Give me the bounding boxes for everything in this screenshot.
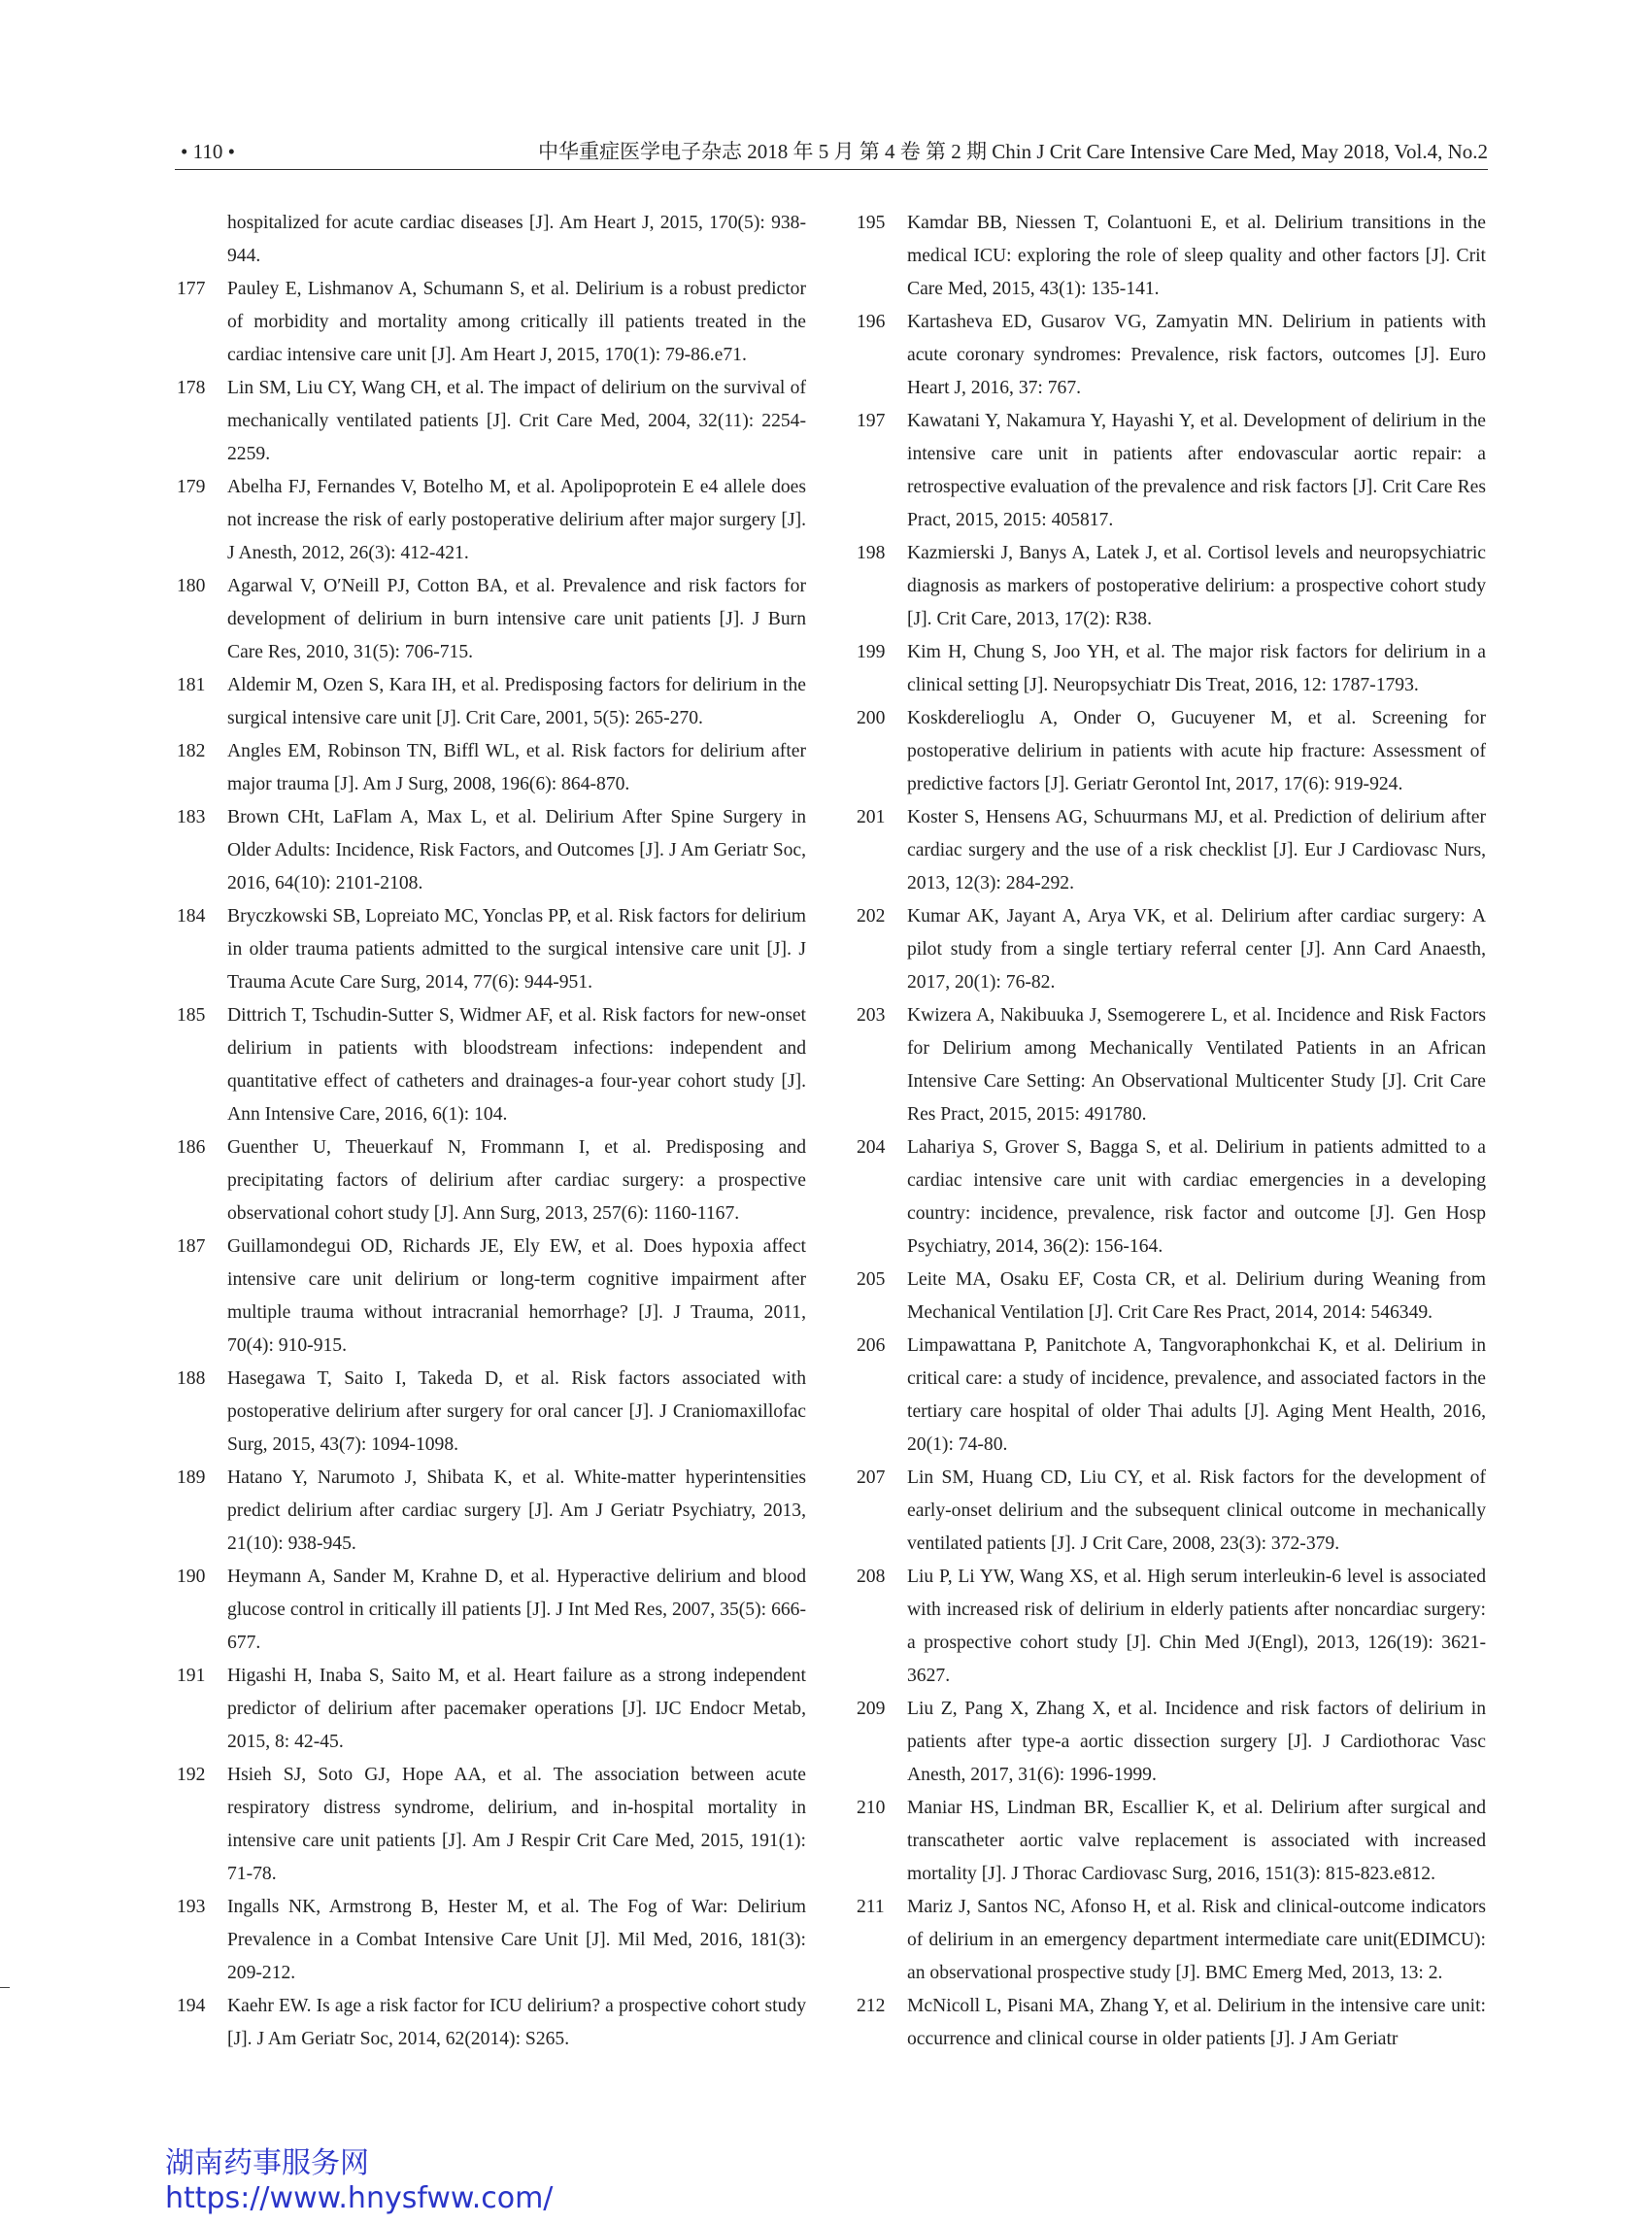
reference-number: 190 [177, 1567, 206, 1587]
reference-number: 191 [177, 1666, 206, 1686]
reference-number: 186 [177, 1137, 206, 1158]
reference-item [855, 1330, 1486, 1462]
reference-number: 194 [177, 1996, 206, 2016]
reference-item [175, 1891, 806, 1990]
reference-item [175, 1131, 806, 1230]
reference-number: 202 [857, 906, 886, 927]
reference-column-right [855, 207, 1486, 2056]
reference-text: Kaehr EW. Is age a risk factor for ICU delirium? a prospective cohort study [J]. J Am Geriatr Soc, 2014, 62(2014): S265. [227, 1996, 806, 2049]
site-url[interactable]: https://www.hnysfww.com/ [165, 2181, 554, 2215]
reference-text: Bryczkowski SB, Lopreiato MC, Yonclas PP, et al. Risk factors for delirium in older trauma patients admitted to the surgical intensive care unit [J]. J Trauma Acute Care Surg, 2014, 77(6): 944-951. [227, 906, 806, 993]
reference-text: Dittrich T, Tschudin-Sutter S, Widmer AF, et al. Risk factors for new-onset delirium in patients with bloodstream infections: independent and quantitative effect of catheters and drainages-a four-year cohort study [J]. Ann Intensive Care, 2016, 6(1): 104. [227, 1005, 806, 1125]
reference-number [175, 207, 227, 273]
reference-item [855, 702, 1486, 801]
reference-text: Angles EM, Robinson TN, Biffl WL, et al. Risk factors for delirium after major trauma [J]. Am J Surg, 2008, 196(6): 864-870. [227, 741, 806, 794]
reference-item [175, 801, 806, 900]
reference-number: 188 [177, 1368, 206, 1389]
reference-number: 196 [857, 312, 886, 332]
reference-number: 209 [857, 1699, 886, 1719]
reference-number: 195 [857, 213, 886, 233]
reference-item [855, 1693, 1486, 1792]
reference-number: 199 [857, 642, 886, 662]
reference-text: Limpawattana P, Panitchote A, Tangvoraphonkchai K, et al. Delirium in critical care: a study of incidence, prevalence, and associated factors in the tertiary care hospital of older Thai adults [J]. Aging Ment Health, 2016, 20(1): 74-80. [907, 1335, 1486, 1455]
reference-number: 193 [177, 1897, 206, 1917]
reference-text: Leite MA, Osaku EF, Costa CR, et al. Delirium during Weaning from Mechanical Ventilation [J]. Crit Care Res Pract, 2014, 2014: 546349. [907, 1269, 1486, 1323]
reference-item [855, 999, 1486, 1131]
reference-number: 185 [177, 1005, 206, 1026]
reference-item [855, 1792, 1486, 1891]
reference-item [175, 999, 806, 1131]
reference-number: 206 [857, 1335, 886, 1356]
reference-number: 201 [857, 807, 886, 827]
reference-item [175, 1462, 806, 1561]
reference-item [175, 1561, 806, 1660]
reference-text: Guillamondegui OD, Richards JE, Ely EW, et al. Does hypoxia affect intensive care unit delirium or long-term cognitive impairment after multiple trauma without intracranial hemorrhage? [J]. J Trauma, 2011, 70(4): 910-915. [227, 1236, 806, 1356]
reference-text: hospitalized for acute cardiac diseases [J]. Am Heart J, 2015, 170(5): 938-944. [227, 213, 806, 266]
reference-number: 179 [177, 477, 206, 497]
journal-title: 中华重症医学电子杂志 2018 年 5 月 第 4 卷 第 2 期 Chin J Crit Care Intensive Care Med, May 2018, Vol.4, No.2 [537, 140, 1488, 163]
reference-text: Mariz J, Santos NC, Afonso H, et al. Risk and clinical-outcome indicators of delirium in an emergency department intermediate care unit(EDIMCU): an observational prospective study [J]. BMC Emerg Med, 2013, 13: 2. [907, 1897, 1486, 1983]
reference-number: 208 [857, 1567, 886, 1587]
footer-watermark[interactable] [165, 2146, 553, 2216]
reference-item [855, 1264, 1486, 1330]
reference-text: Lin SM, Huang CD, Liu CY, et al. Risk factors for the development of early-onset delirium and the subsequent clinical outcome in mechanically ventilated patients [J]. J Crit Care, 2008, 23(3): 372-379. [907, 1467, 1486, 1554]
reference-text: Liu Z, Pang X, Zhang X, et al. Incidence and risk factors of delirium in patients after type-a aortic dissection surgery [J]. J Cardiothorac Vasc Anesth, 2017, 31(6): 1996-1999. [907, 1699, 1486, 1785]
reference-number: 203 [857, 1005, 886, 1026]
reference-number: 212 [857, 1996, 886, 2016]
reference-item [855, 801, 1486, 900]
reference-item [855, 1561, 1486, 1693]
reference-item [855, 636, 1486, 702]
reference-text: Koskderelioglu A, Onder O, Gucuyener M, et al. Screening for postoperative delirium in patients with acute hip fracture: Assessment of predictive factors [J]. Geriatr Gerontol Int, 2017, 17(6): 919-924. [907, 708, 1486, 794]
reference-text: Kartasheva ED, Gusarov VG, Zamyatin MN. Delirium in patients with acute coronary syndromes: Prevalence, risk factors, outcomes [J]. Euro Heart J, 2016, 37: 767. [907, 312, 1486, 398]
reference-item [855, 405, 1486, 537]
reference-number: 182 [177, 741, 206, 761]
reference-item [855, 900, 1486, 999]
reference-number: 211 [857, 1897, 885, 1917]
reference-number: 210 [857, 1798, 886, 1818]
reference-item [175, 669, 806, 735]
reference-text: Kamdar BB, Niessen T, Colantuoni E, et al. Delirium transitions in the medical ICU: exploring the role of sleep quality and other factors [J]. Crit Care Med, 2015, 43(1): 135-141. [907, 213, 1486, 299]
reference-item [175, 1363, 806, 1462]
reference-text: Lahariya S, Grover S, Bagga S, et al. Delirium in patients admitted to a cardiac intensive care unit with cardiac emergencies in a developing country: incidence, prevalence, risk factor and outcome [J]. Gen Hosp Psychiatry, 2014, 36(2): 156-164. [907, 1137, 1486, 1257]
reference-text: Kawatani Y, Nakamura Y, Hayashi Y, et al. Development of delirium in the intensive care unit in patients after endovascular aortic repair: a retrospective evaluation of the prevalence and risk factors [J]. Crit Care Res Pract, 2015, 2015: 405817. [907, 411, 1486, 530]
reference-item [855, 537, 1486, 636]
reference-text: Liu P, Li YW, Wang XS, et al. High serum interleukin-6 level is associated with increased risk of delirium in elderly patients after noncardiac surgery: a prospective cohort study [J]. Chin Med J(Engl), 2013, 126(19): 3621-3627. [907, 1567, 1486, 1686]
reference-item [175, 1660, 806, 1759]
reference-number: 205 [857, 1269, 886, 1290]
reference-column-left [175, 207, 806, 2056]
reference-item [175, 735, 806, 801]
reference-text: Aldemir M, Ozen S, Kara IH, et al. Predisposing factors for delirium in the surgical intensive care unit [J]. Crit Care, 2001, 5(5): 265-270. [227, 675, 806, 728]
reference-item [855, 1990, 1486, 2056]
reference-text: Brown CHt, LaFlam A, Max L, et al. Delirium After Spine Surgery in Older Adults: Incidence, Risk Factors, and Outcomes [J]. J Am Geriatr Soc, 2016, 64(10): 2101-2108. [227, 807, 806, 893]
reference-text: Abelha FJ, Fernandes V, Botelho M, et al. Apolipoprotein E e4 allele does not increase the risk of early postoperative delirium after major surgery [J]. J Anesth, 2012, 26(3): 412-421. [227, 477, 806, 563]
reference-text: Lin SM, Liu CY, Wang CH, et al. The impact of delirium on the survival of mechanically ventilated patients [J]. Crit Care Med, 2004, 32(11): 2254-2259. [227, 378, 806, 464]
reference-item [855, 1462, 1486, 1561]
site-name: 湖南药事服务网 [165, 2146, 369, 2180]
reference-text: Kumar AK, Jayant A, Arya VK, et al. Delirium after cardiac surgery: A pilot study from a single tertiary referral center [J]. Ann Card Anaesth, 2017, 20(1): 76-82. [907, 906, 1486, 993]
reference-text: Maniar HS, Lindman BR, Escallier K, et al. Delirium after surgical and transcatheter aortic valve replacement is associated with increased mortality [J]. J Thorac Cardiovasc Surg, 2016, 151(3): 815-823.e812. [907, 1798, 1486, 1884]
reference-item [175, 207, 806, 273]
reference-number: 198 [857, 543, 886, 563]
reference-text: Kwizera A, Nakibuuka J, Ssemogerere L, et al. Incidence and Risk Factors for Delirium among Mechanically Ventilated Patients in an African Intensive Care Setting: An Observational Multicenter Study [J]. Crit Care Res Pract, 2015, 2015: 491780. [907, 1005, 1486, 1125]
reference-item [855, 207, 1486, 306]
reference-number: 184 [177, 906, 206, 927]
reference-text: Hasegawa T, Saito I, Takeda D, et al. Risk factors associated with postoperative delirium after surgery for oral cancer [J]. J Craniomaxillofac Surg, 2015, 43(7): 1094-1098. [227, 1368, 806, 1455]
reference-item [855, 1131, 1486, 1264]
reference-text: Kim H, Chung S, Joo YH, et al. The major risk factors for delirium in a clinical setting [J]. Neuropsychiatr Dis Treat, 2016, 12: 1787-1793. [907, 642, 1486, 695]
reference-number: 200 [857, 708, 886, 728]
reference-text: Pauley E, Lishmanov A, Schumann S, et al. Delirium is a robust predictor of morbidity and mortality among critically ill patients treated in the cardiac intensive care unit [J]. Am Heart J, 2015, 170(1): 79-86.e71. [227, 279, 806, 365]
reference-number: 197 [857, 411, 886, 431]
reference-item [175, 273, 806, 372]
reference-item [175, 1230, 806, 1363]
reference-number: 181 [177, 675, 206, 695]
reference-item [175, 471, 806, 570]
reference-item [175, 1759, 806, 1891]
reference-number: 192 [177, 1765, 206, 1785]
reference-text: Hatano Y, Narumoto J, Shibata K, et al. White-matter hyperintensities predict delirium after cardiac surgery [J]. Am J Geriatr Psychiatry, 2013, 21(10): 938-945. [227, 1467, 806, 1554]
page-number: • 110 • [181, 140, 235, 163]
margin-mark [0, 1987, 10, 1988]
reference-text: Agarwal V, O′Neill PJ, Cotton BA, et al. Prevalence and risk factors for development of delirium in burn intensive care unit patients [J]. J Burn Care Res, 2010, 31(5): 706-715. [227, 576, 806, 662]
reference-number: 207 [857, 1467, 886, 1488]
reference-number: 187 [177, 1236, 206, 1257]
reference-item [855, 306, 1486, 405]
reference-item [855, 1891, 1486, 1990]
reference-number: 177 [177, 279, 206, 299]
reference-number: 180 [177, 576, 206, 596]
running-header [175, 134, 1488, 170]
reference-item [175, 570, 806, 669]
reference-number: 189 [177, 1467, 206, 1488]
reference-number: 178 [177, 378, 206, 398]
reference-number: 204 [857, 1137, 886, 1158]
reference-text: Guenther U, Theuerkauf N, Frommann I, et al. Predisposing and precipitating factors of delirium after cardiac surgery: a prospective observational cohort study [J]. Ann Surg, 2013, 257(6): 1160-1167. [227, 1137, 806, 1224]
reference-number: 183 [177, 807, 206, 827]
reference-text: Hsieh SJ, Soto GJ, Hope AA, et al. The association between acute respiratory distress syndrome, delirium, and in-hospital mortality in intensive care unit patients [J]. Am J Respir Crit Care Med, 2015, 191(1): 71-78. [227, 1765, 806, 1884]
reference-text: Higashi H, Inaba S, Saito M, et al. Heart failure as a strong independent predictor of delirium after pacemaker operations [J]. IJC Endocr Metab, 2015, 8: 42-45. [227, 1666, 806, 1752]
reference-text: Ingalls NK, Armstrong B, Hester M, et al. The Fog of War: Delirium Prevalence in a Combat Intensive Care Unit [J]. Mil Med, 2016, 181(3): 209-212. [227, 1897, 806, 1983]
reference-item [175, 1990, 806, 2056]
reference-text: Kazmierski J, Banys A, Latek J, et al. Cortisol levels and neuropsychiatric diagnosis as markers of postoperative delirium: a prospective cohort study [J]. Crit Care, 2013, 17(2): R38. [907, 543, 1486, 629]
reference-item [175, 372, 806, 471]
reference-item [175, 900, 806, 999]
reference-text: McNicoll L, Pisani MA, Zhang Y, et al. Delirium in the intensive care unit: occurrence and clinical course in older patients [J]. J Am Geriatr [907, 1996, 1486, 2049]
reference-text: Heymann A, Sander M, Krahne D, et al. Hyperactive delirium and blood glucose control in critically ill patients [J]. J Int Med Res, 2007, 35(5): 666-677. [227, 1567, 806, 1653]
reference-text: Koster S, Hensens AG, Schuurmans MJ, et al. Prediction of delirium after cardiac surgery and the use of a risk checklist [J]. Eur J Cardiovasc Nurs, 2013, 12(3): 284-292. [907, 807, 1486, 893]
